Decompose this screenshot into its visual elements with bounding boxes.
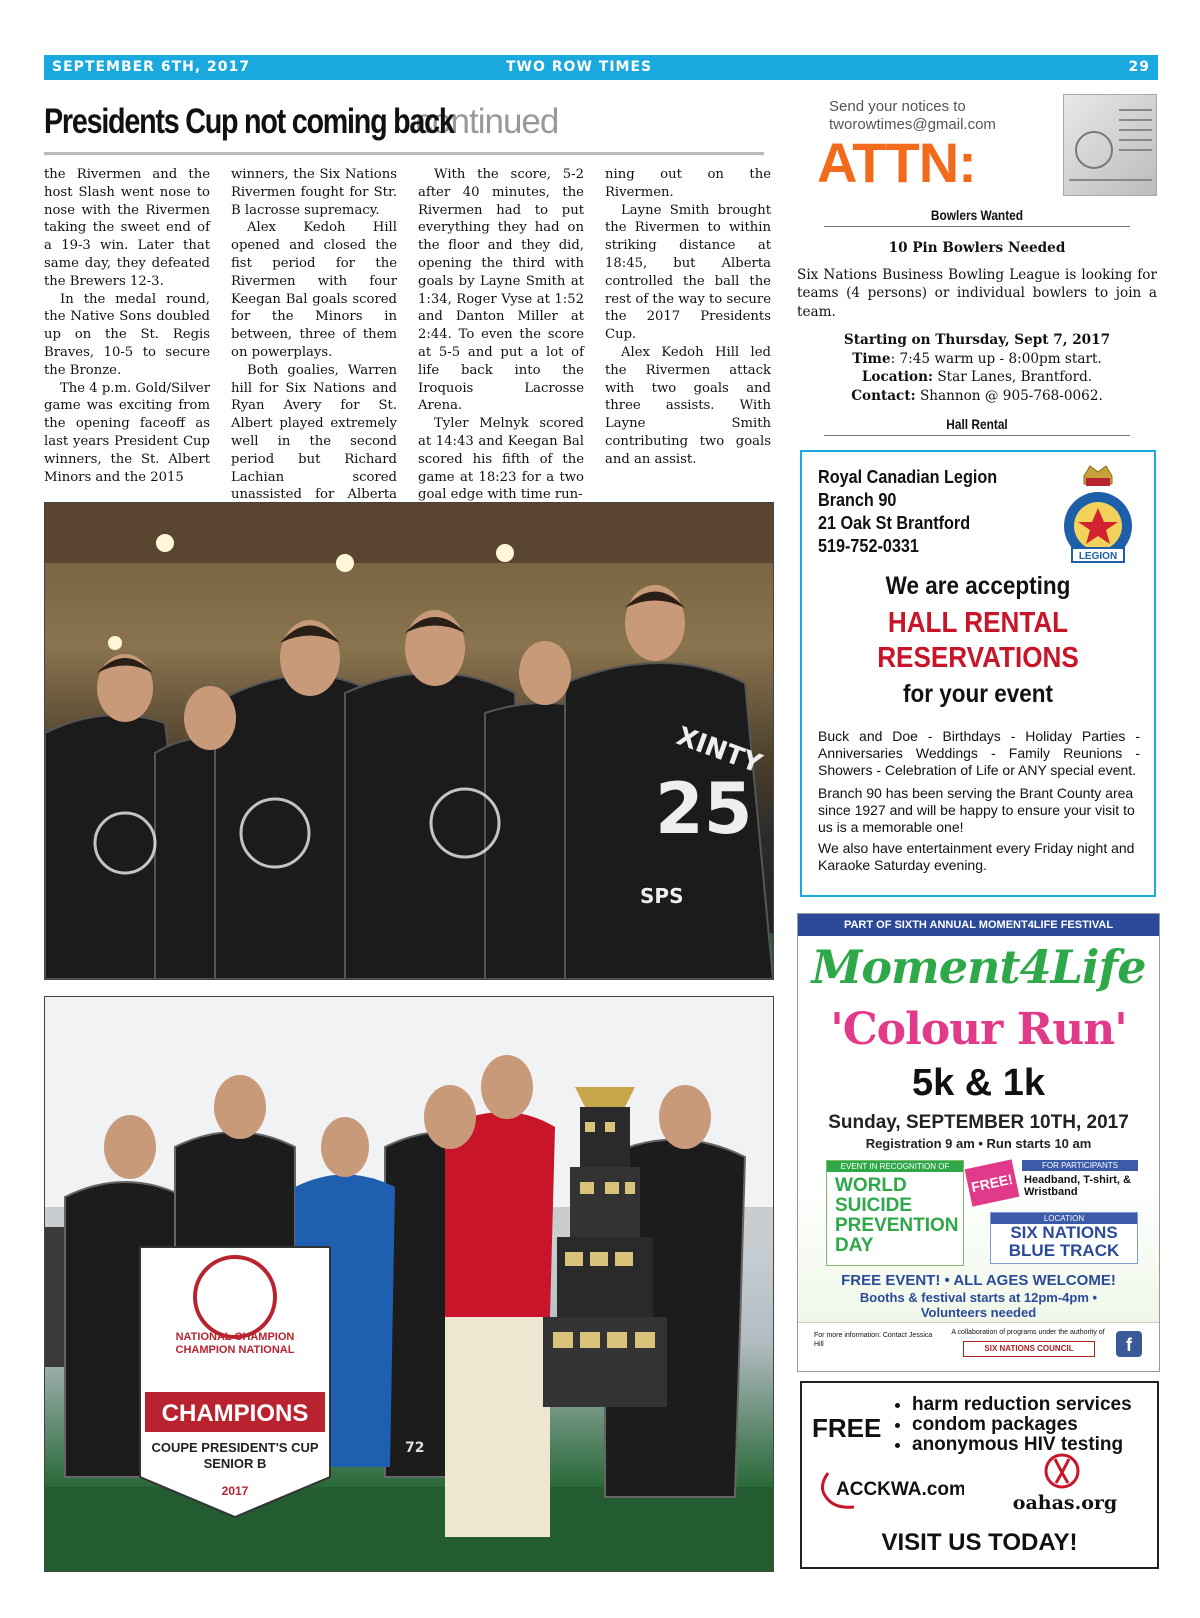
moment-collab: A collaboration of programs under the authority of <box>951 1329 1105 1336</box>
banner-cup: COUPE PRESIDENT'S CUP <box>151 1440 319 1455</box>
legion-paragraph-2: Branch 90 has been serving the Brant County area since 1927 and will be happy to ensure your visit to us is a memorable one! <box>818 785 1135 835</box>
oahas-logo-text: oahas.org <box>1012 1492 1118 1514</box>
participants-text: Headband, T-shirt, & Wristband <box>1024 1174 1131 1198</box>
hall-rental-section <box>797 416 1157 436</box>
acckwa-cta: VISIT US TODAY! <box>881 1529 1078 1556</box>
paragraph: Alex Kedoh Hill led the Rivermen attack with two goals and three assists. With Layne Smith contributing two goals and an assist. <box>605 344 771 467</box>
location-head: LOCATION <box>991 1213 1137 1224</box>
legion-street: 21 Oak St Brantford <box>818 513 971 533</box>
moment-footer <box>798 1322 1159 1371</box>
bowlers-body: Six Nations Business Bowling League is looking for teams (4 persons) or individual bowlers to join a team. <box>797 266 1157 320</box>
hall-section-head: Hall Rental <box>824 416 1130 436</box>
moment-info: For more information: Contact Jessica Hill <box>814 1332 933 1348</box>
acckwa-logo[interactable] <box>814 1467 964 1513</box>
legion-logo <box>1060 464 1136 568</box>
legion-phone: 519-752-0331 <box>818 536 919 556</box>
headline-main: Presidents Cup not coming back <box>44 102 454 141</box>
moment-free-event: FREE EVENT! • ALL AGES WELCOME! <box>841 1272 1116 1289</box>
bowlers-location <box>797 368 1157 387</box>
header-paper-name: TWO ROW TIMES <box>506 59 653 75</box>
moment-date: Sunday, SEPTEMBER 10TH, 2017 <box>828 1112 1129 1133</box>
moment-distance: 5k & 1k <box>911 1062 1046 1104</box>
list-item: • harm reduction services <box>912 1395 1132 1415</box>
moment4life-colour-run-ad <box>797 913 1160 1372</box>
article-column-3 <box>418 166 584 504</box>
moment-colour-run: 'Colour Run' <box>830 1004 1127 1055</box>
free-badge: FREE! <box>965 1159 1020 1206</box>
acckwa-logo-text: ACCKWA.com <box>836 1479 964 1500</box>
moment-participants-box <box>968 1160 1138 1208</box>
moment-council: SIX NATIONS COUNCIL <box>963 1341 1095 1357</box>
bowlers-wanted-section <box>797 207 1157 405</box>
legion-hall-rental: HALL RENTAL <box>887 607 1069 639</box>
paragraph: Tyler Melnyk scored at 14:43 and Keegan Bal scored his fifth of the game at 18:23 for a two goal edge with time run- <box>418 416 584 503</box>
header-date: SEPTEMBER 6TH, 2017 <box>52 59 251 75</box>
legion-crest-icon <box>1060 464 1136 568</box>
champions-trophy-illustration <box>45 997 773 1571</box>
legion-paragraph-1: Buck and Doe - Birthdays - Holiday Parties - Anniversaries Weddings - Family Reunions - Showers - Celebration of Life or ANY special event. <box>818 728 1140 778</box>
list-item: • condom packages <box>912 1415 1132 1435</box>
jersey-number-text: 72 <box>405 1440 425 1456</box>
recognition-head: EVENT IN RECOGNITION OF <box>827 1161 963 1172</box>
paragraph: winners, the Six Nations Rivermen fought for Str. B lacrosse supremacy. <box>231 167 397 218</box>
bowlers-section-head: Bowlers Wanted <box>824 207 1130 227</box>
banner-champion-national: CHAMPION NATIONAL <box>175 1344 295 1356</box>
attn-word: ATTN: <box>817 131 976 194</box>
time-value: : 7:45 warm up - 8:00pm start. <box>890 350 1102 367</box>
legion-for-event: for your event <box>902 680 1054 708</box>
moment-banner: PART OF SIXTH ANNUAL MOMENT4LIFE FESTIVAL <box>798 914 1159 936</box>
list-item: • anonymous HIV testing <box>912 1435 1132 1455</box>
headline-continued: continued <box>415 102 559 141</box>
banner-senior: SENIOR B <box>203 1456 267 1471</box>
article-column-2 <box>231 166 397 522</box>
page-header-bar <box>44 55 1158 80</box>
paragraph: The 4 p.m. Gold/Silver game was exciting from the opening faceoff as last years President Cup winners, the St. Albert Minors and the 2015 <box>44 380 210 485</box>
oahas-ribbon-icon <box>1000 1453 1130 1517</box>
jersey-sponsor-text: SPS <box>640 884 684 908</box>
bowlers-title: 10 Pin Bowlers Needed <box>888 240 1066 256</box>
oahas-logo[interactable] <box>1000 1453 1130 1517</box>
attn-notice-box <box>797 92 1157 202</box>
red-ribbon-icon <box>814 1467 964 1513</box>
legion-branch: Branch 90 <box>818 490 897 510</box>
moment-location-box <box>990 1212 1138 1264</box>
acckwa-services-list <box>894 1395 1132 1455</box>
paragraph: Layne Smith brought the Rivermen to within striking distance at 18:45, but Alberta controlled the ball the rest of the way to secure the 2017 Presidents Cup. <box>605 202 771 343</box>
bowlers-start: Starting on Thursday, Sept 7, 2017 <box>843 332 1111 348</box>
participants-head: FOR PARTICIPANTS <box>1022 1160 1138 1171</box>
team-celebration-illustration <box>45 503 773 979</box>
legion-accepting: We are accepting <box>885 572 1071 600</box>
article-headline <box>44 102 764 155</box>
moment-volunteers: Volunteers needed <box>920 1305 1037 1320</box>
paragraph: Both goalies, Warren hill for Six Nations and Ryan Avery for St. Albert played extremely well in the second period but Richard Lachian scored unassisted for Alberta <box>231 362 397 503</box>
bowlers-contact <box>797 387 1157 406</box>
contact-value: Shannon @ 905-768-0062. <box>915 387 1103 404</box>
clipping-icon <box>1064 95 1156 195</box>
legion-org-name: Royal Canadian Legion <box>818 467 998 487</box>
team-celebration-photo <box>44 502 774 980</box>
newspaper-clipping-image <box>1063 94 1157 196</box>
paragraph: In the medal round, the Native Sons doubled up on the St. Regis Braves, 10-5 to secure the Bronze. <box>44 291 210 378</box>
location-value: Star Lanes, Brantford. <box>933 369 1093 385</box>
moment-booths: Booths & festival starts at 12pm-4pm • <box>859 1290 1098 1305</box>
moment-title: Moment4Life <box>811 940 1146 994</box>
recognition-text: WORLD SUICIDE PREVENTION DAY <box>835 1175 959 1256</box>
legion-address-block <box>818 466 997 558</box>
champions-banner <box>140 1247 330 1517</box>
attn-send-text: Send your notices to <box>829 98 966 115</box>
jersey-name-text: XINTY <box>672 721 766 780</box>
header-page-number: 29 <box>1128 59 1150 75</box>
paragraph: ning out on the Rivermen. <box>605 167 771 200</box>
legion-reservations: RESERVATIONS <box>877 642 1079 674</box>
legion-paragraph-3: We also have entertainment every Friday night and Karaoke Saturday evening. <box>818 840 1135 873</box>
time-label: Time <box>852 350 891 367</box>
jersey-number-text: 25 <box>655 768 753 850</box>
acckwa-free: FREE <box>812 1413 882 1443</box>
facebook-icon[interactable]: f <box>1116 1331 1142 1357</box>
attn-email[interactable]: tworowtimes@gmail.com <box>829 116 996 133</box>
paragraph: With the score, 5-2 after 40 minutes, the Rivermen had to put everything they had on the floor and they did, opening the third with goals by Layne Smith at 1:34, Roger Vyse at 1:52 and Danton Miller at 2:44. To even the score at 5-5 and put a lot of life back into the Iroquois Lacrosse Arena. <box>418 167 584 414</box>
legion-logo-text: LEGION <box>1078 551 1118 562</box>
location-text: SIX NATIONS BLUE TRACK <box>1008 1223 1120 1260</box>
banner-national-champion: NATIONAL CHAMPION <box>175 1331 295 1343</box>
champions-trophy-photo <box>44 996 774 1572</box>
acckwa-harm-reduction-ad <box>800 1381 1159 1569</box>
paragraph: Alex Kedoh Hill opened and closed the fist period for the Rivermen with four Keegan Bal goals scored for the Minors in between, three of them on powerplays. <box>231 220 397 360</box>
moment-recognition-box <box>826 1160 964 1266</box>
paragraph: the Rivermen and the host Slash went nose to nose with the Rivermen taking the sweet end of a 19-3 win. Later that same day, they defeated the Brewers 12-3. <box>44 167 210 289</box>
contact-label: Contact: <box>851 387 916 404</box>
banner-year: 2017 <box>221 1484 249 1498</box>
bowlers-time <box>797 350 1157 369</box>
location-label: Location: <box>861 369 933 385</box>
moment-registration: Registration 9 am • Run starts 10 am <box>865 1136 1092 1151</box>
article-column-4 <box>605 166 771 469</box>
legion-hall-rental-ad <box>800 450 1156 897</box>
article-column-1 <box>44 166 210 486</box>
banner-champions: CHAMPIONS <box>161 1400 309 1427</box>
